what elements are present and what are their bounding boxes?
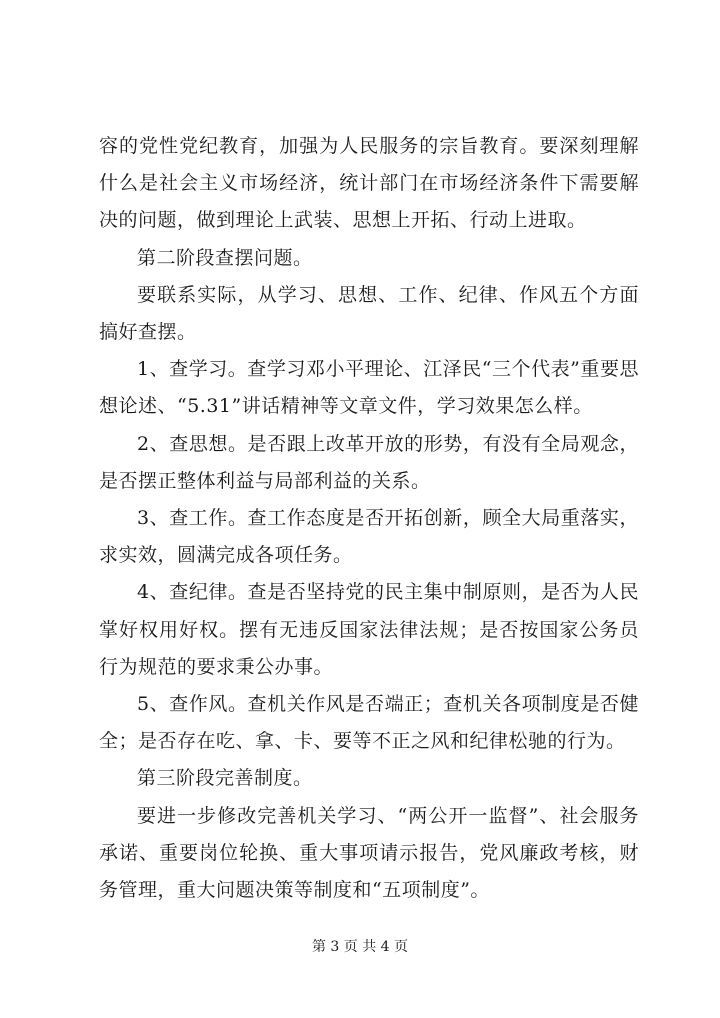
paragraph-item-study: 1、查学习。查学习邓小平理论、江泽民“三个代表”重要思想论述、“5.31”讲话精神等文章文件，学习效果怎么样。 <box>99 358 639 418</box>
document-body <box>99 128 639 909</box>
paragraph-item-style: 5、查作风。查机关作风是否端正；查机关各项制度是否健全；是否存在吃、拿、卡、要等不正之风和纪律松驰的行为。 <box>99 693 639 753</box>
section-heading-stage-three: 第三阶段完善制度。 <box>137 767 313 790</box>
paragraph-stage-three-body: 要进一步修改完善机关学习、“两公开一监督”、社会服务承诺、重要岗位轮换、重大事项请示报告，党风廉政考核，财务管理，重大问题决策等制度和“五项制度”。 <box>99 804 639 902</box>
section-heading-stage-two: 第二阶段查摆问题。 <box>137 246 313 269</box>
paragraph-continuation: 容的党性党纪教育，加强为人民服务的宗旨教育。要深刻理解什么是社会主义市场经济，统计部门在市场经济条件下需要解决的问题，做到理论上武装、思想上开拓、行动上进取。 <box>99 135 639 232</box>
paragraph-stage-two-intro: 要联系实际，从学习、思想、工作、纪律、作风五个方面搞好查摆。 <box>99 283 639 344</box>
page-number-footer: 第 3 页 共 4 页 <box>311 939 409 955</box>
paragraph-item-discipline: 4、查纪律。查是否坚持党的民主集中制原则，是否为人民掌好权用好权。摆有无违反国家法律法规；是否按国家公务员行为规范的要求秉公办事。 <box>99 581 639 678</box>
paragraph-item-work: 3、查工作。查工作态度是否开拓创新，顾全大局重落实，求实效，圆满完成各项任务。 <box>99 507 639 567</box>
paragraph-item-thought: 2、查思想。是否跟上改革开放的形势，有没有全局观念，是否摆正整体利益与局部利益的关系。 <box>99 432 639 492</box>
